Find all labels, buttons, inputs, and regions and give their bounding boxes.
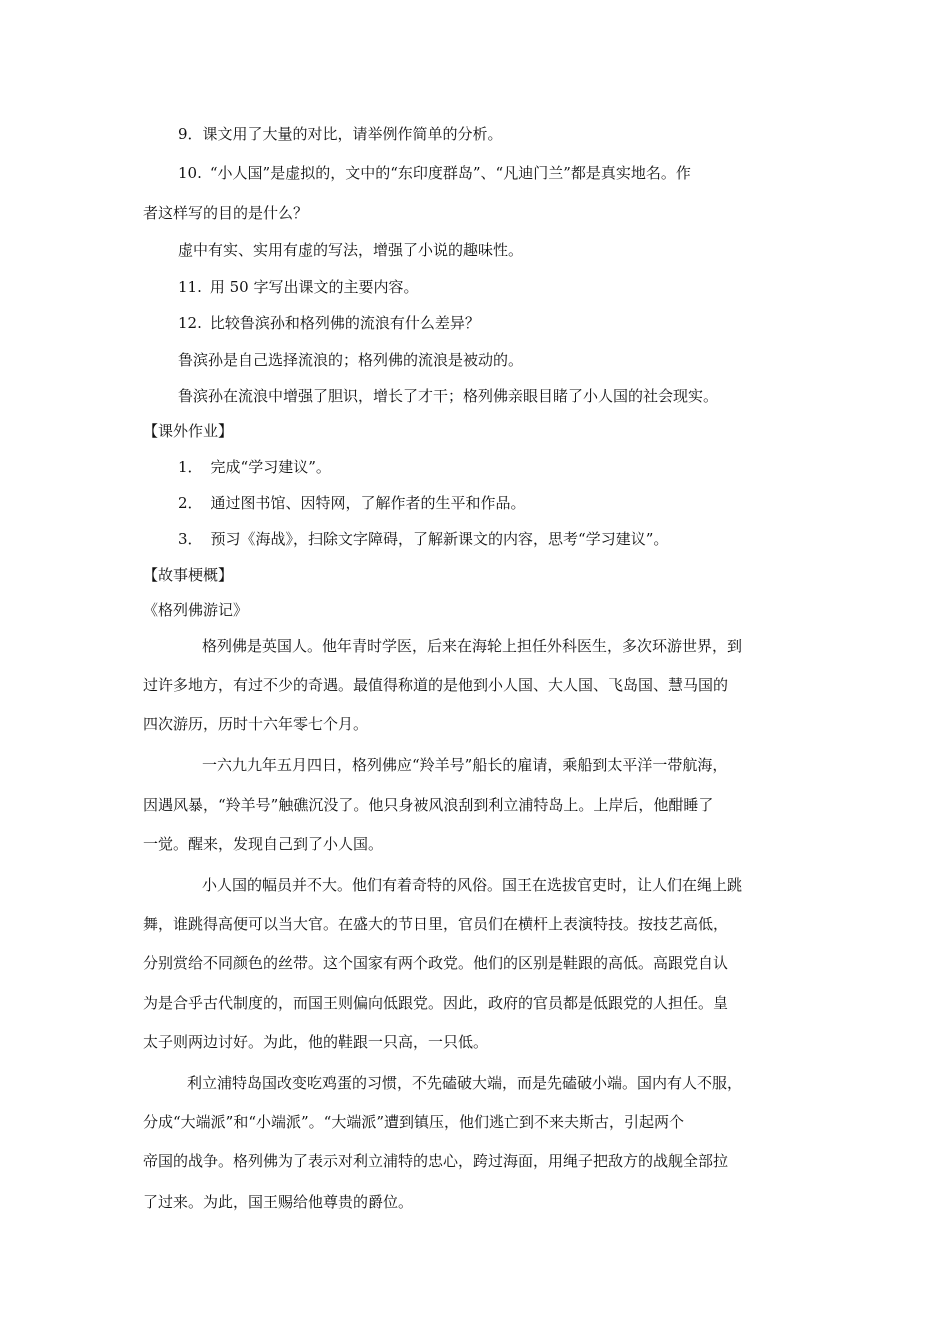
story-paragraph-1-line3: 四次游历，历时十六年零七个月。 [143,715,369,733]
story-paragraph-3-line5: 太子则两边讨好。为此，他的鞋跟一只高，一只低。 [143,1033,489,1051]
homework-item-1 [178,457,331,477]
question-9 [178,124,503,144]
question-number: 12. [178,314,202,332]
question-text: 用 50 字写出课文的主要内容。 [209,278,419,296]
story-heading: 【故事梗概】 [143,566,234,584]
homework-item-2 [178,493,526,513]
story-paragraph-3-line2: 舞，谁跳得高便可以当大官。在盛大的节日里，官员们在横杆上表演特技。按技艺高低， [143,915,729,933]
question-text: 比较鲁滨孙和格列佛的流浪有什么差异？ [209,314,480,332]
item-number: 1． [178,458,203,476]
item-text: 预习《海战》，扫除文字障碍，了解新课文的内容，思考“学习建议”。 [210,530,669,548]
question-number: 11. [178,278,202,296]
item-number: 3． [178,530,203,548]
question-12 [178,313,480,333]
book-title: 《格列佛游记》 [143,601,249,619]
question-10-line1 [178,163,691,183]
story-paragraph-4-line4: 了过来。为此，国王赐给他尊贵的爵位。 [143,1193,414,1211]
question-text: 课文用了大量的对比，请举例作简单的分析。 [202,125,503,143]
question-11 [178,277,418,297]
story-paragraph-3-line4: 为是合乎古代制度的，而国王则偏向低跟党。因此，政府的官员都是低跟党的人担任。皇 [143,994,729,1012]
story-paragraph-4-line2: 分成“大端派”和“小端派”。“大端派”遭到镇压，他们逃亡到不来夫斯古，引起两个 [143,1113,685,1131]
question-10-line2: 者这样写的目的是什么？ [143,204,309,222]
item-text: 通过图书馆、因特网，了解作者的生平和作品。 [210,494,526,512]
story-paragraph-1-line1: 格列佛是英国人。他年青时学医，后来在海轮上担任外科医生，多次环游世界，到 [202,637,743,655]
item-text: 完成“学习建议”。 [210,458,331,476]
item-number: 2． [178,494,203,512]
story-paragraph-3-line1: 小人国的幅员并不大。他们有着奇特的风俗。国王在选拔官吏时，让人们在绳上跳 [202,876,743,894]
story-paragraph-2-line2: 因遇风暴，“羚羊号”触礁沉没了。他只身被风浪刮到利立浦特岛上。上岸后，他酣睡了 [143,796,714,814]
answer-12-b: 鲁滨孙在流浪中增强了胆识，增长了才干；格列佛亲眼目睹了小人国的社会现实。 [178,387,719,405]
question-number: 10. [178,164,202,182]
homework-item-3 [178,529,668,549]
story-paragraph-1-line2: 过许多地方，有过不少的奇遇。最值得称道的是他到小人国、大人国、飞岛国、慧马国的 [143,676,729,694]
question-number: 9． [178,125,203,143]
story-paragraph-4-line1: 利立浦特岛国改变吃鸡蛋的习惯，不先磕破大端，而是先磕破小端。国内有人不服， [187,1074,743,1092]
question-text: “小人国”是虚拟的，文中的“东印度群岛”、“凡迪门兰”都是真实地名。作 [209,164,691,182]
answer-10: 虚中有实、实用有虚的写法，增强了小说的趣味性。 [178,241,524,259]
story-paragraph-4-line3: 帝国的战争。格列佛为了表示对利立浦特的忠心，跨过海面，用绳子把敌方的战舰全部拉 [143,1152,729,1170]
story-paragraph-3-line3: 分别赏给不同颜色的丝带。这个国家有两个政党。他们的区别是鞋跟的高低。高跟党自认 [143,954,729,972]
story-paragraph-2-line3: 一觉。醒来，发现自己到了小人国。 [143,835,384,853]
homework-heading: 【课外作业】 [143,422,234,440]
story-paragraph-2-line1: 一六九九年五月四日，格列佛应“羚羊号”船长的雇请，乘船到太平洋一带航海， [202,756,728,774]
answer-12-a: 鲁滨孙是自己选择流浪的；格列佛的流浪是被动的。 [178,351,524,369]
